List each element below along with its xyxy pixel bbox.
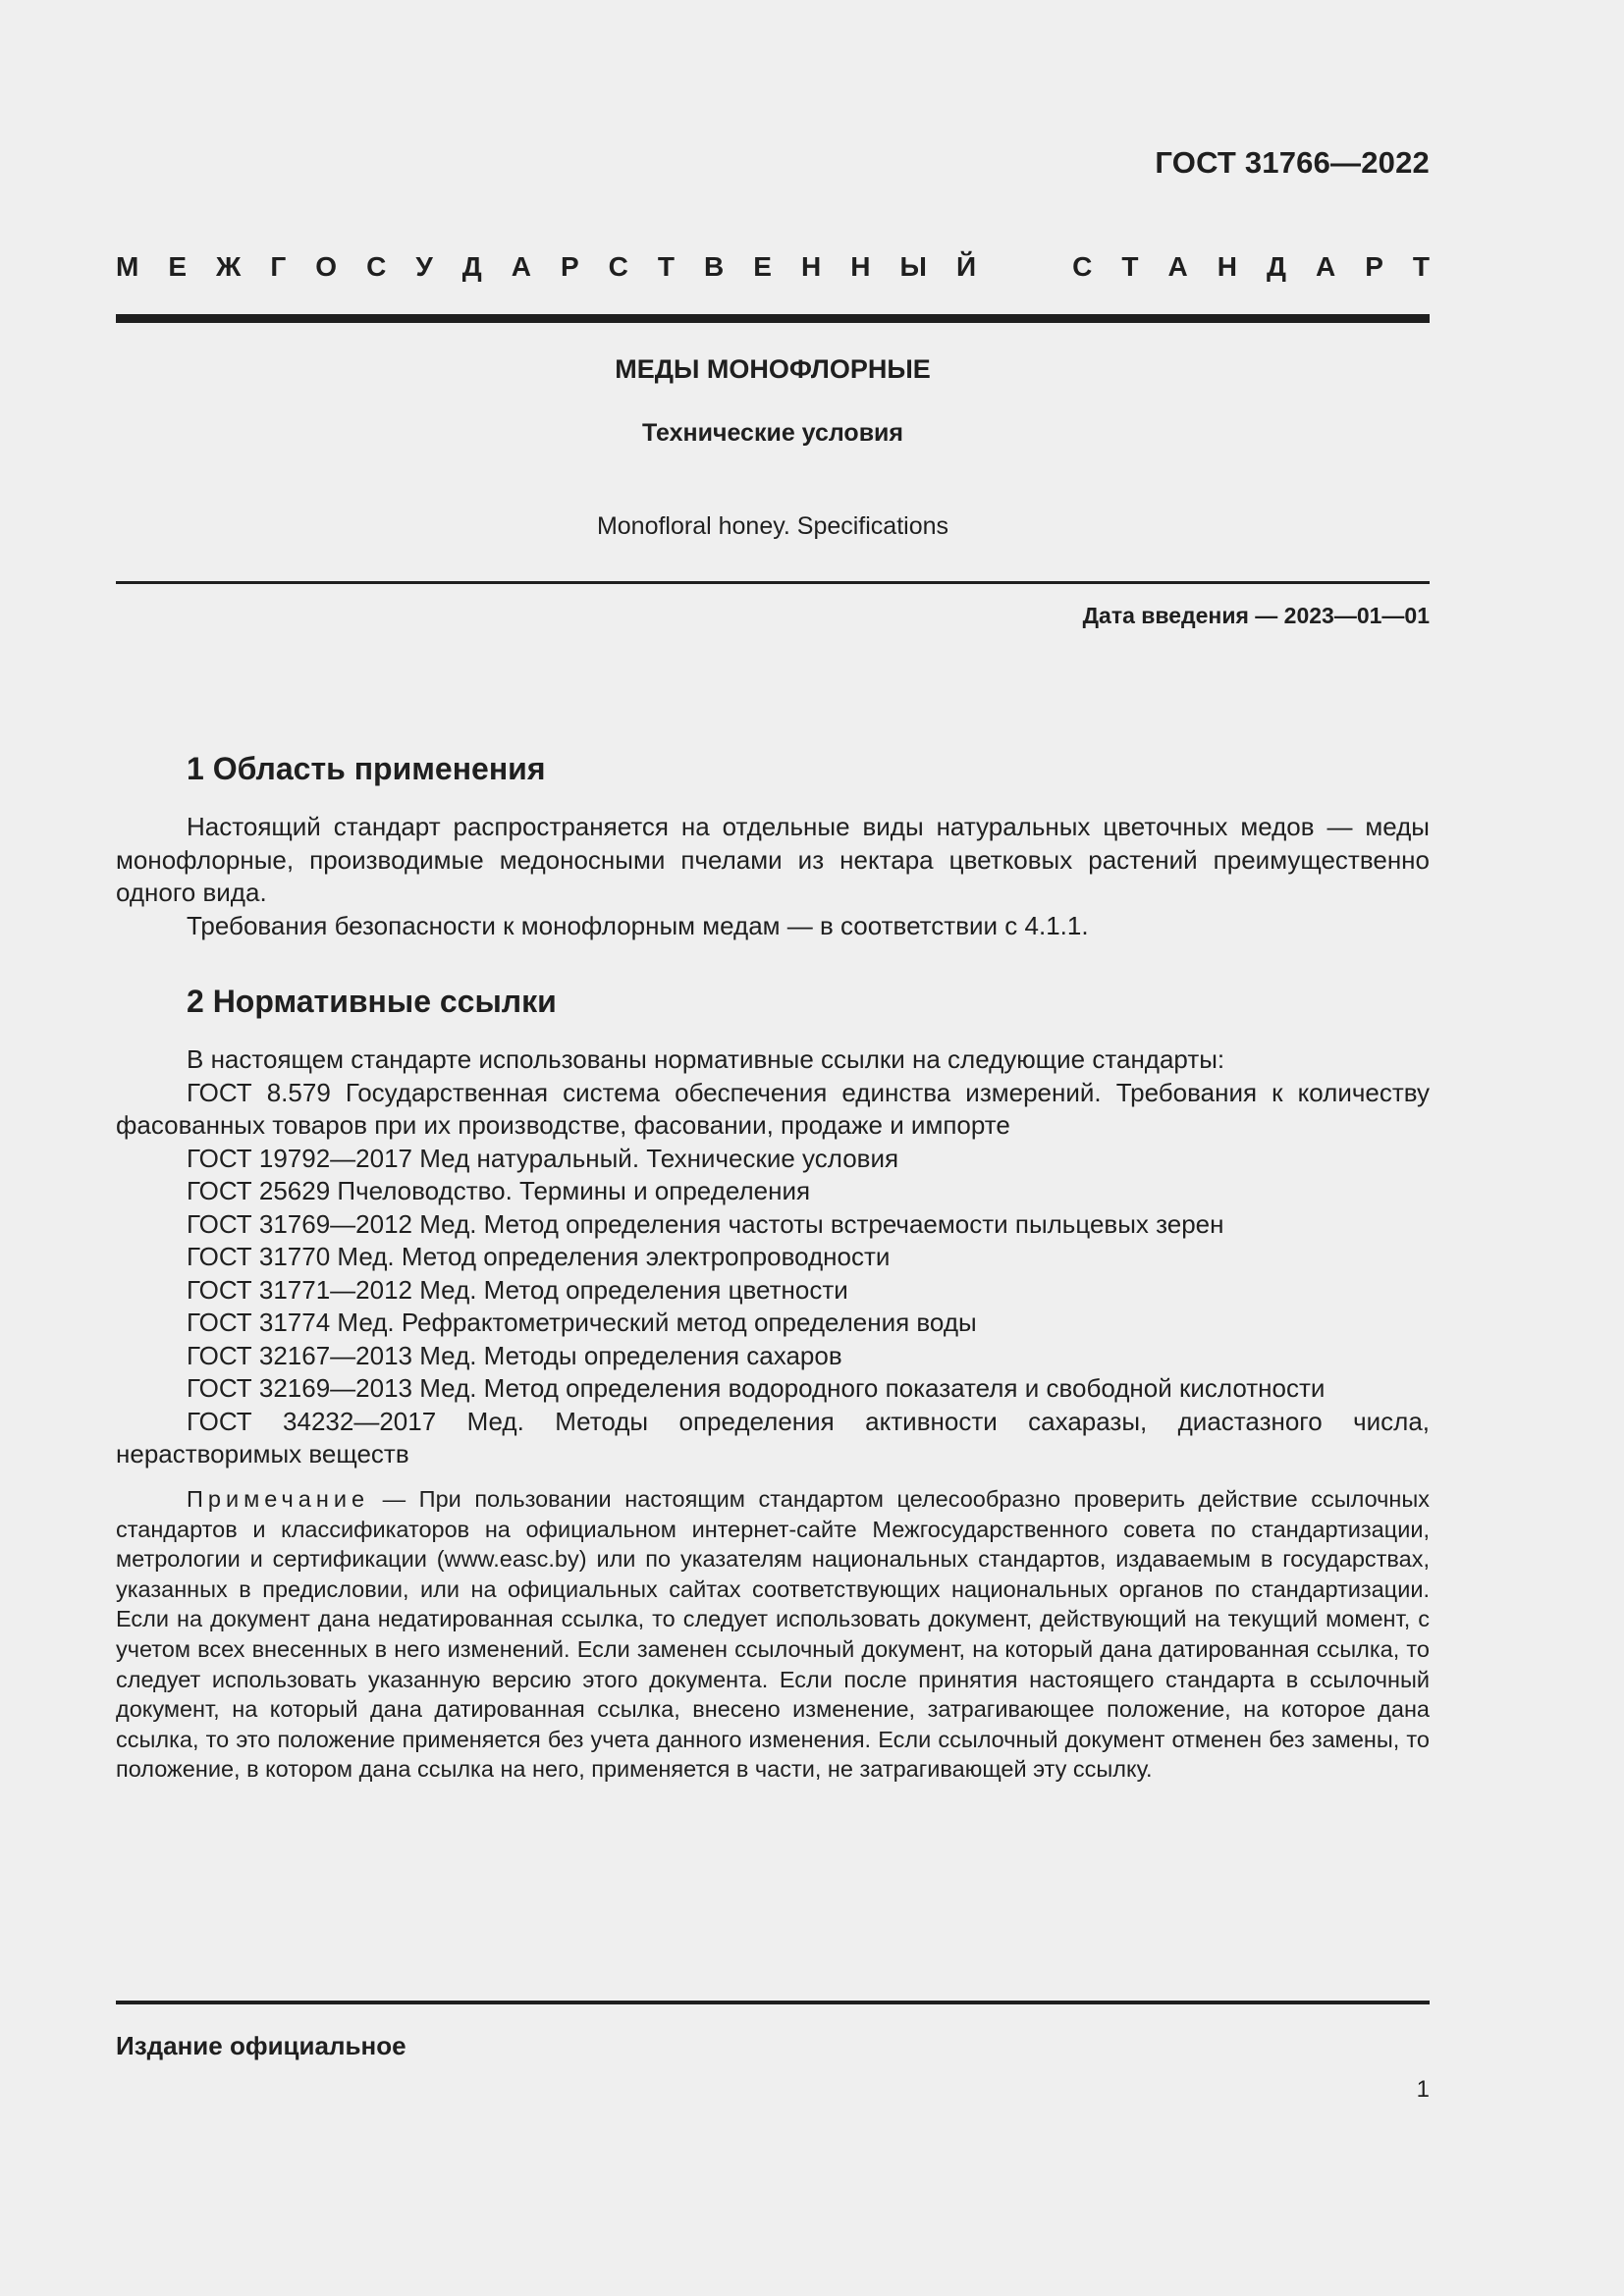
standard-type-letter: Р: [560, 251, 579, 282]
standard-type-letter: Н: [1217, 251, 1237, 282]
reference-item: ГОСТ 19792—2017 Мед натуральный. Технические условия: [187, 1143, 899, 1173]
standard-type-letter: Е: [168, 251, 188, 282]
standard-type-letter: В: [704, 251, 725, 282]
standard-type-letter: Е: [753, 251, 772, 282]
footer-divider: [116, 2001, 1430, 2004]
standard-type-letter: О: [315, 251, 338, 282]
reference-item: ГОСТ 31770 Мед. Метод определения электропроводности: [187, 1242, 891, 1271]
reference-item: ГОСТ 34232—2017 Мед. Методы определения активности сахаразы, диастазного числа, нерастворимых веществ: [116, 1406, 1430, 1468]
standard-type-letter: Г: [270, 251, 287, 282]
standard-type-heading: [116, 251, 1430, 283]
standard-type-letter: А: [511, 251, 531, 282]
reference-item: ГОСТ 31774 Мед. Рефрактометрический метод определения воды: [187, 1308, 977, 1337]
reference-item: ГОСТ 31769—2012 Мед. Метод определения частоты встречаемости пыльцевых зерен: [187, 1208, 1224, 1239]
section-heading-scope: 1 Область применения: [187, 751, 546, 786]
paragraph: Требования безопасности к монофлорным медам — в соответствии с 4.1.1.: [187, 910, 1089, 940]
document-subtitle: Технические условия: [641, 419, 904, 447]
edition-label: Издание официальное: [116, 2031, 406, 2060]
standard-type-letter: М: [116, 251, 139, 282]
standard-type-letter: А: [1315, 251, 1336, 282]
standard-type-letter: С: [366, 251, 387, 282]
standard-type-letter: Ы: [899, 251, 927, 282]
document-number: ГОСТ 31766—2022: [1155, 145, 1430, 180]
page-number: 1: [1416, 2076, 1430, 2103]
standard-type-letter: Р: [1365, 251, 1383, 282]
standard-type-letter: Н: [801, 251, 822, 282]
reference-item: ГОСТ 32169—2013 Мед. Метод определения водородного показателя и свободной кислотности: [187, 1373, 1326, 1403]
reference-item: ГОСТ 32167—2013 Мед. Методы определения сахаров: [187, 1340, 842, 1370]
standard-type-letter: Д: [461, 251, 482, 282]
scope-text: [116, 811, 1430, 942]
standard-type-letter: Т: [657, 251, 676, 282]
standard-type-letter: Т: [1412, 251, 1430, 282]
paragraph: Настоящий стандарт распространяется на отдельные виды натуральных цветочных медов — меды монофлорные, производимые медоносными пчелами из нектара цветковых растений преимущественно одного вида.: [116, 812, 1430, 907]
standard-type-letter: С: [608, 251, 628, 282]
document-page: [116, 0, 1430, 2296]
standard-type-letter: Т: [1121, 251, 1139, 282]
note-label: Примечание: [187, 1486, 370, 1512]
intro-date: Дата введения — 2023—01—01: [1082, 603, 1430, 628]
references-note: [116, 1484, 1430, 1785]
standard-type-letter: У: [415, 251, 433, 282]
standard-type-letter: Д: [1266, 251, 1286, 282]
standard-type-letter: Н: [850, 251, 871, 282]
standard-type-letter: А: [1167, 251, 1188, 282]
reference-item: ГОСТ 31771—2012 Мед. Метод определения цветности: [187, 1274, 848, 1305]
word-gap: [1005, 251, 1043, 283]
standard-type-letter: С: [1072, 251, 1093, 282]
paragraph: В настоящем стандарте использованы нормативные ссылки на следующие стандарты:: [187, 1044, 1225, 1074]
note-text: — При пользовании настоящим стандартом целесообразно проверить действие ссылочных стандартов и классификаторов на официальном интернет-сайте Межгосударственного совета по стандартизации, метрологии и сертификации (www.easc.by) или по указателям национальных стандартов, издаваемым в государствах, указанных в предисловии, или на официальных сайтах соответствующих национальных органов по стандартизации. Если на документ дана недатированная ссылка, то следует использовать документ, действующий на текущий момент, с учетом всех внесенных в него изменений. Если заменен ссылочный документ, на который дана датированная ссылка, то следует использовать указанную версию этого документа. Если после принятия настоящего стандарта в ссылочный документ, на который дана датированная ссылка, внесено изменение, затрагивающее положение, на которое дана ссылка, то это положение применяется без учета данного изменения. Если ссылочный документ отменен без замены, то положение, в котором дана ссылка на него, применяется в части, не затрагивающей эту ссылку.: [116, 1486, 1430, 1783]
header-divider: [116, 314, 1430, 323]
standard-type-letter: Ж: [216, 251, 242, 282]
title-divider: [116, 581, 1430, 584]
reference-item: ГОСТ 25629 Пчеловодство. Термины и определения: [187, 1176, 811, 1205]
document-title: МЕДЫ МОНОФЛОРНЫЕ: [615, 354, 931, 384]
english-title: Monofloral honey. Specifications: [596, 512, 949, 540]
section-heading-references: 2 Нормативные ссылки: [187, 984, 557, 1019]
reference-item: ГОСТ 8.579 Государственная система обеспечения единства измерений. Требования к количеству фасованных товаров при их производстве, фасовании, продаже и импорте: [116, 1077, 1430, 1140]
standard-type-letter: Й: [955, 251, 977, 282]
references-list: [116, 1043, 1430, 1471]
